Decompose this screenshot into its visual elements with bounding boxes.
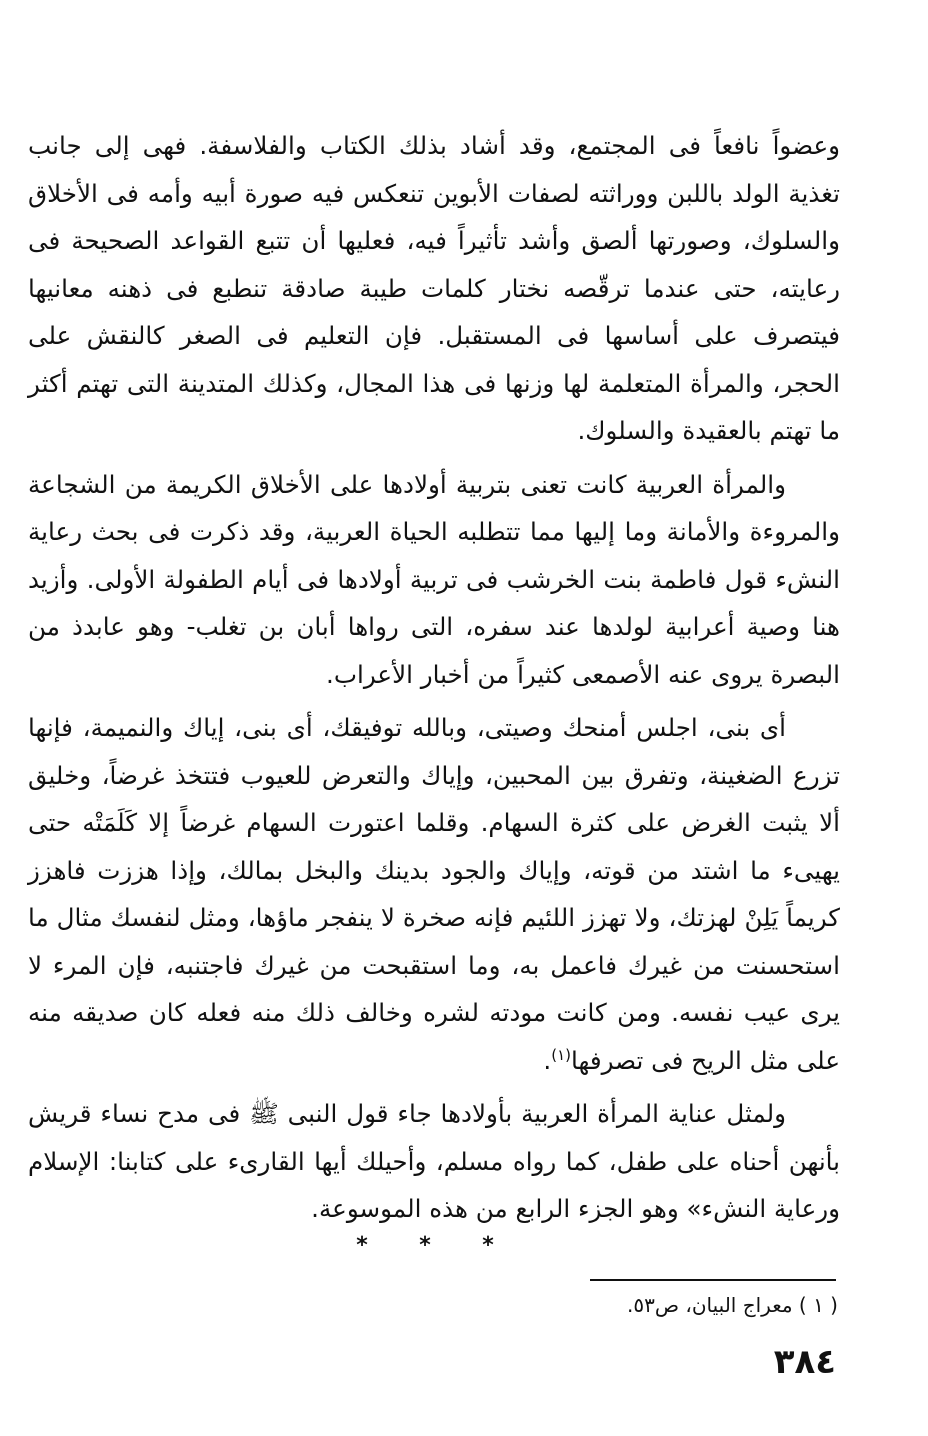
paragraph-text: أى بنى، اجلس أمنحك وصيتى، وبالله توفيقك، أى بنى، إياك والنميمة، فإنها تزرع الضغينة، وتفرق بين المحبين، وإياك والتعرض للعيوب فتتخذ غرضاً، وخليق ألا يثبت الغرض على كثرة السهام. وقلما اعتورت السهام غرضاً إلا كَلَمَتْه حتى يهيىء ما اشتد من قوته، وإياك والجود بدينك والبخل بمالك، وإذا هززت فاهزز كريماً يَلِنْ لهزتك، ولا تهزز اللئيم فإنه صخرة لا ينفجر ماؤها، ومثل لنفسك مثال ما استحسنت من غيرك فاعمل به، وما استقبحت من غيرك فاجتنبه، فإن المرء لا يرى عيب نفسه. ومن كانت مودته لشره وخالف ذلك منه فعله كان صديقه منه على مثل الريح فى تصرفها — [28, 713, 840, 1075]
section-separator — [350, 1233, 500, 1269]
paragraph-end: . — [543, 1045, 552, 1075]
page-number-text: ٣٨٤ — [773, 1342, 836, 1382]
main-text — [28, 122, 840, 1239]
footnote-reference: (١) — [551, 1045, 571, 1064]
separator-star: * — [419, 1233, 431, 1258]
footnote-divider — [590, 1279, 836, 1281]
separator-star: * — [482, 1233, 494, 1258]
paragraph-2 — [28, 461, 840, 699]
paragraph-1 — [28, 122, 840, 455]
paragraph-3-quotation — [28, 704, 840, 1084]
footnote — [627, 1290, 838, 1320]
paragraph-text: ولمثل عناية المرأة العربية بأولادها جاء قول النبى ﷺ فى مدح نساء قريش بأنهن أحناه على طفل، كما رواه مسلم، وأحيلك أيها القارىء على كتابنا: الإسلام ورعاية النشء» وهو الجزء الرابع من هذه الموسوعة. — [28, 1099, 840, 1223]
paragraph-text: والمرأة العربية كانت تعنى بتربية أولادها على الأخلاق الكريمة من الشجاعة والمروءة والأمانة وما إليها مما تتطلبه الحياة العربية، وقد ذكرت فى بحث رعاية النشء قول فاطمة بنت الخرشب فى تربية أولادها فى أيام الطفولة الأولى. وأزيد هنا وصية أعرابية لولدها عند سفره، التى رواها أبان بن تغلب- وهو عابدذ من البصرة يروى عنه الأصمعى كثيراً من أخبار الأعراب. — [28, 469, 840, 689]
paragraph-text: وعضواً نافعاً فى المجتمع، وقد أشاد بذلك الكتاب والفلاسفة. فهى إلى جانب تغذية الولد باللبن ووراثته لصفات الأبوين تنعكس فيه صورة أبيه وأمه فى الأخلاق والسلوك، وصورتها ألصق وأشد تأثيراً فيه، فعليها أن تتبع القواعد الصحيحة فى رعايته، حتى عندما ترقّصه نختار كلمات طيبة صادقة تنطبع فى ذهنه معانيها فيتصرف على أساسها فى المستقبل. فإن التعليم فى الصغر كالنقش على الحجر، والمرأة المتعلمة لها وزنها فى هذا المجال، وكذلك المتدينة التى تهتم أكثر ما تهتم بالعقيدة والسلوك. — [28, 131, 840, 445]
page-number — [774, 1340, 836, 1384]
paragraph-4 — [28, 1090, 840, 1233]
separator-star: * — [356, 1233, 368, 1258]
footnote-text: ( ١ ) معراج البيان، ص٥٣. — [627, 1293, 838, 1317]
